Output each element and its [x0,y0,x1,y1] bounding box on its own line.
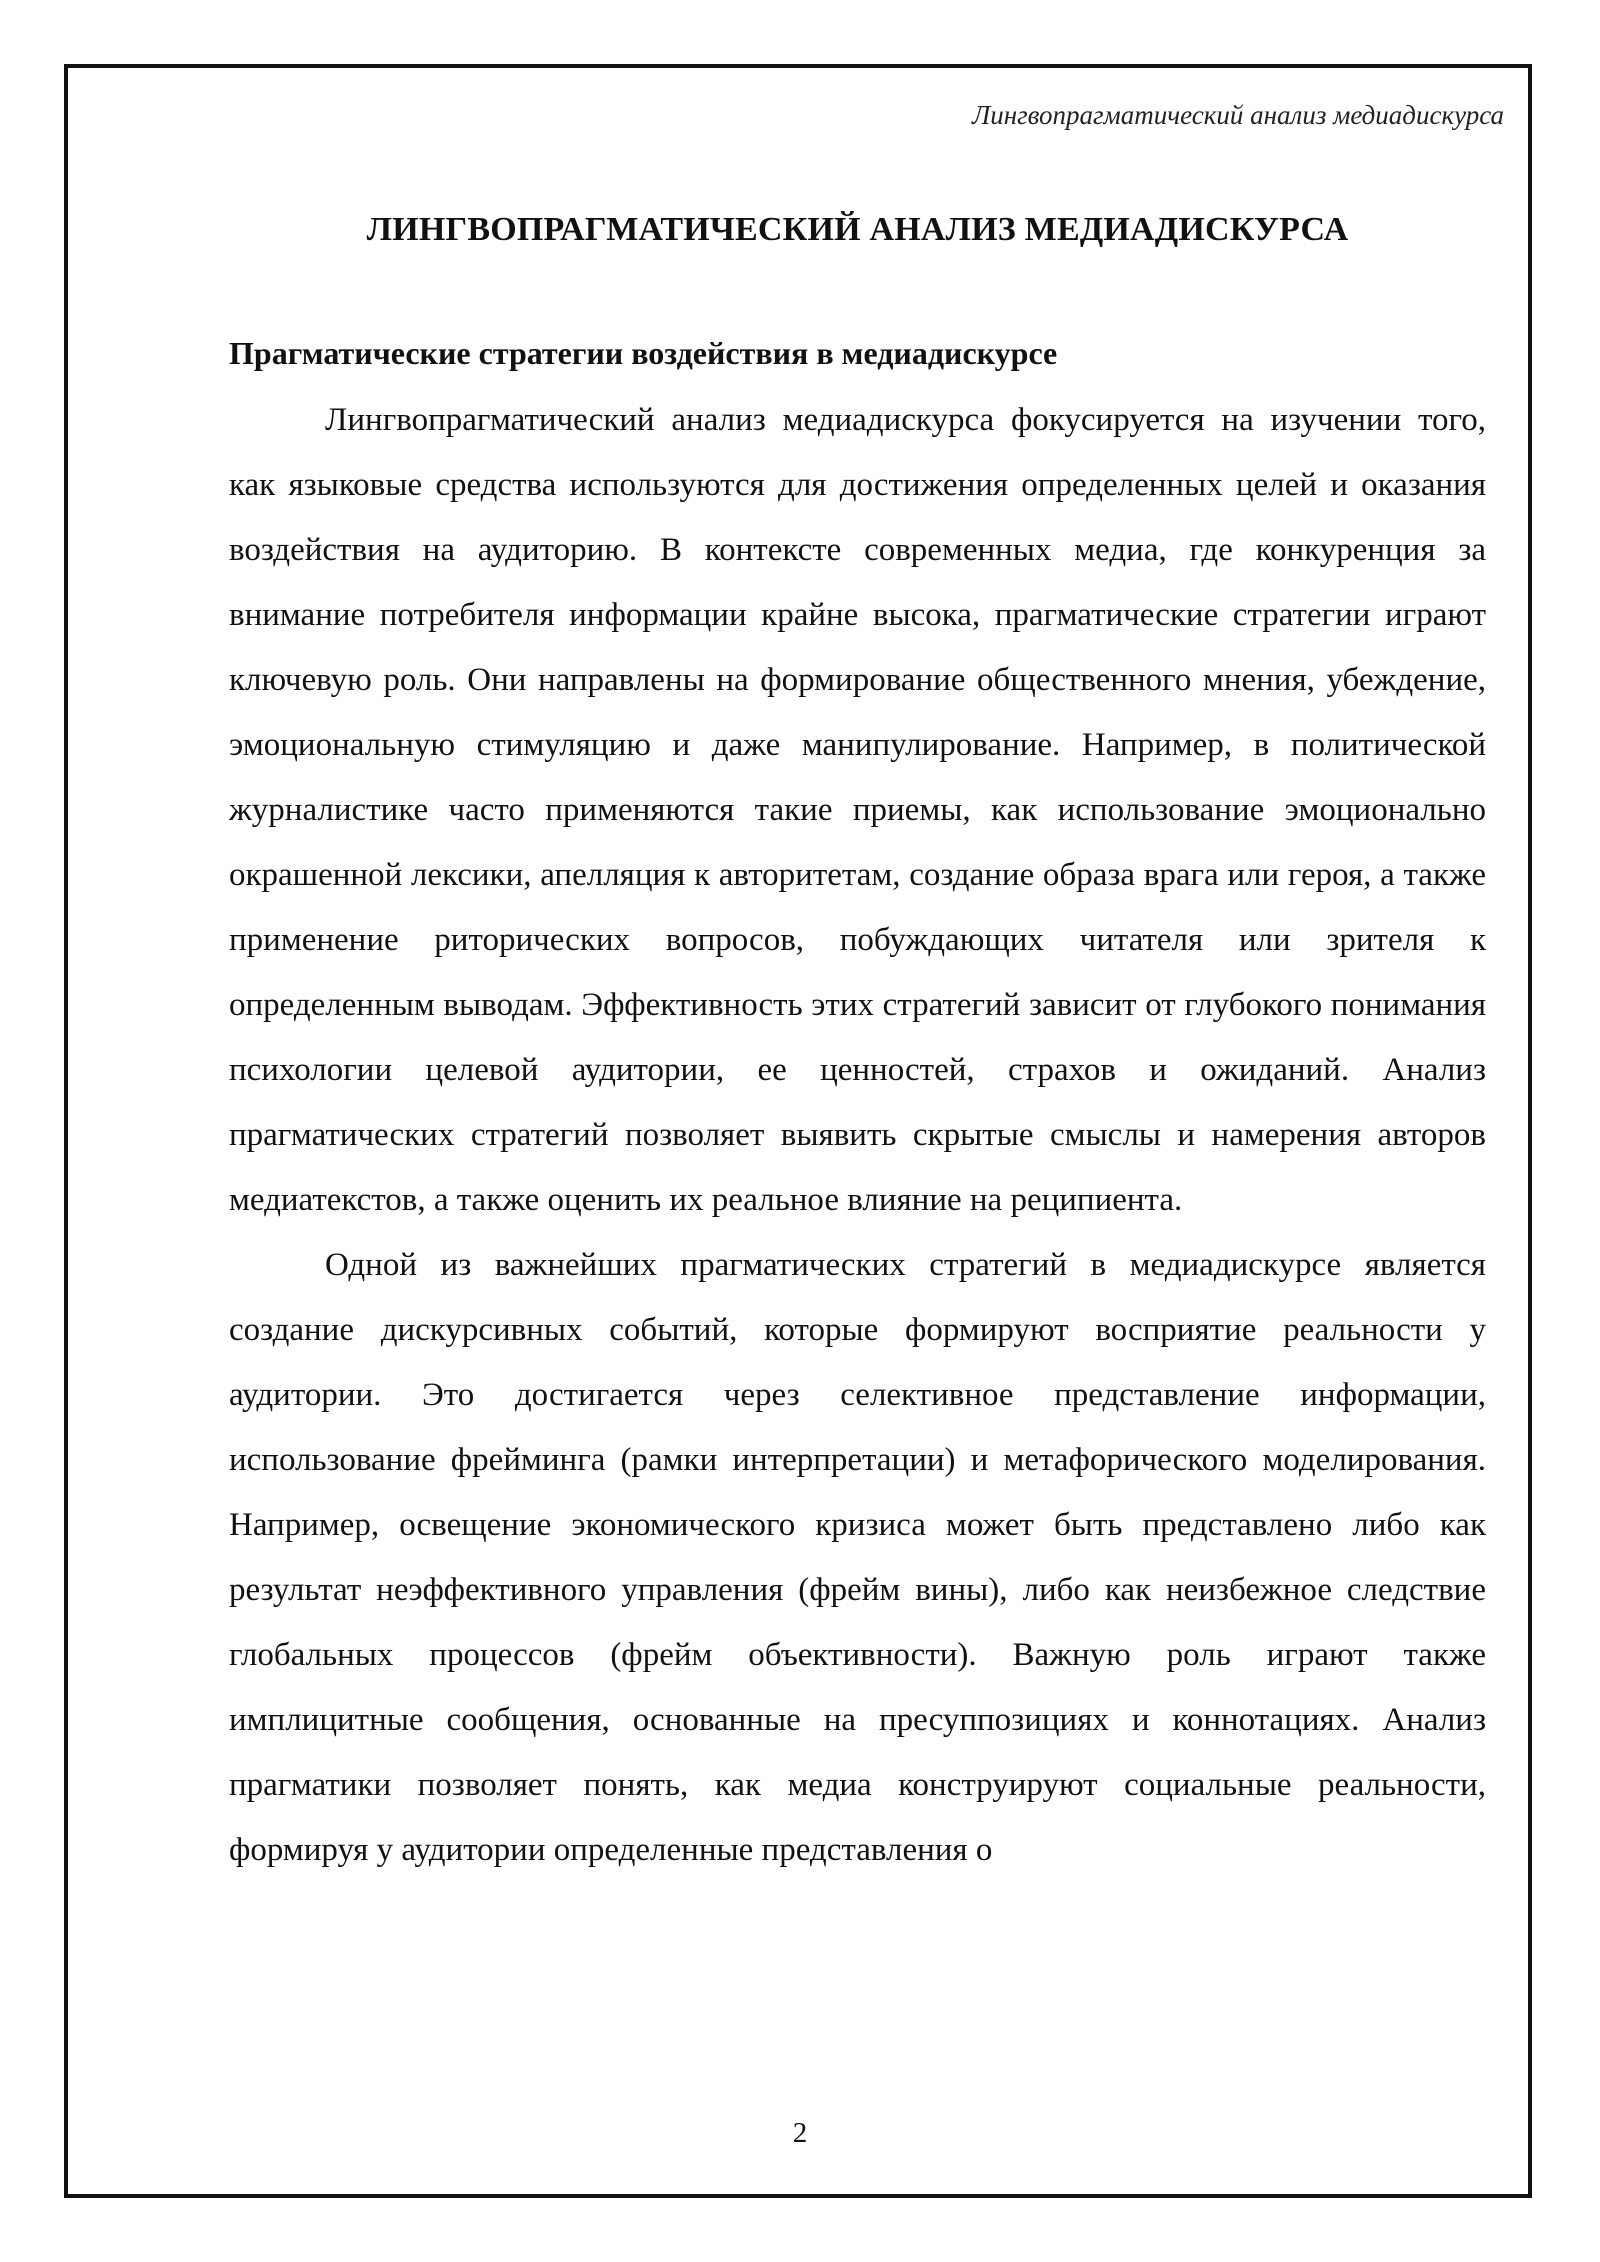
document-body [229,210,1486,1883]
body-paragraph: Лингвопрагматический анализ медиадискурса фокусируется на изучении того, как языковые средства используются для достижения определенных целей и оказания воздействия на аудиторию. В контексте современных медиа, где конкуренция за внимание потребителя информации крайне высока, прагматические стратегии играют ключевую роль. Они направлены на формирование общественного мнения, убеждение, эмоциональную стимуляцию и даже манипулирование. Например, в политической журналистике часто применяются такие приемы, как использование эмоционально окрашенной лексики, апелляция к авторитетам, создание образа врага или героя, а также применение риторических вопросов, побуждающих читателя или зрителя к определенным выводам. Эффективность этих стратегий зависит от глубокого понимания психологии целевой аудитории, ее ценностей, страхов и ожиданий. Анализ прагматических стратегий позволяет выявить скрытые смыслы и намерения авторов медиатекстов, а также оценить их реальное влияние на реципиента. [229,402,1486,1218]
page-number: 2 [792,2117,808,2149]
section-heading: Прагматические стратегии воздействия в медиадискурсе [229,335,1058,371]
body-paragraph: Одной из важнейших прагматических стратегий в медиадискурсе является создание дискурсивных событий, которые формируют восприятие реальности у аудитории. Это достигается через селективное представление информации, использование фрейминга (рамки интерпретации) и метафорического моделирования. Например, освещение экономического кризиса может быть представлено либо как результат неэффективного управления (фрейм вины), либо как неизбежное следствие глобальных процессов (фрейм объективности). Важную роль играют также имплицитные сообщения, основанные на пресуппозициях и коннотациях. Анализ прагматики позволяет понять, как медиа конструируют социальные реальности, формируя у аудитории определенные представления о [229,1247,1486,1868]
running-header: Лингвопрагматический анализ медиадискурса [971,100,1504,130]
document-title: ЛИНГВОПРАГМАТИЧЕСКИЙ АНАЛИЗ МЕДИАДИСКУРСА [366,211,1349,248]
